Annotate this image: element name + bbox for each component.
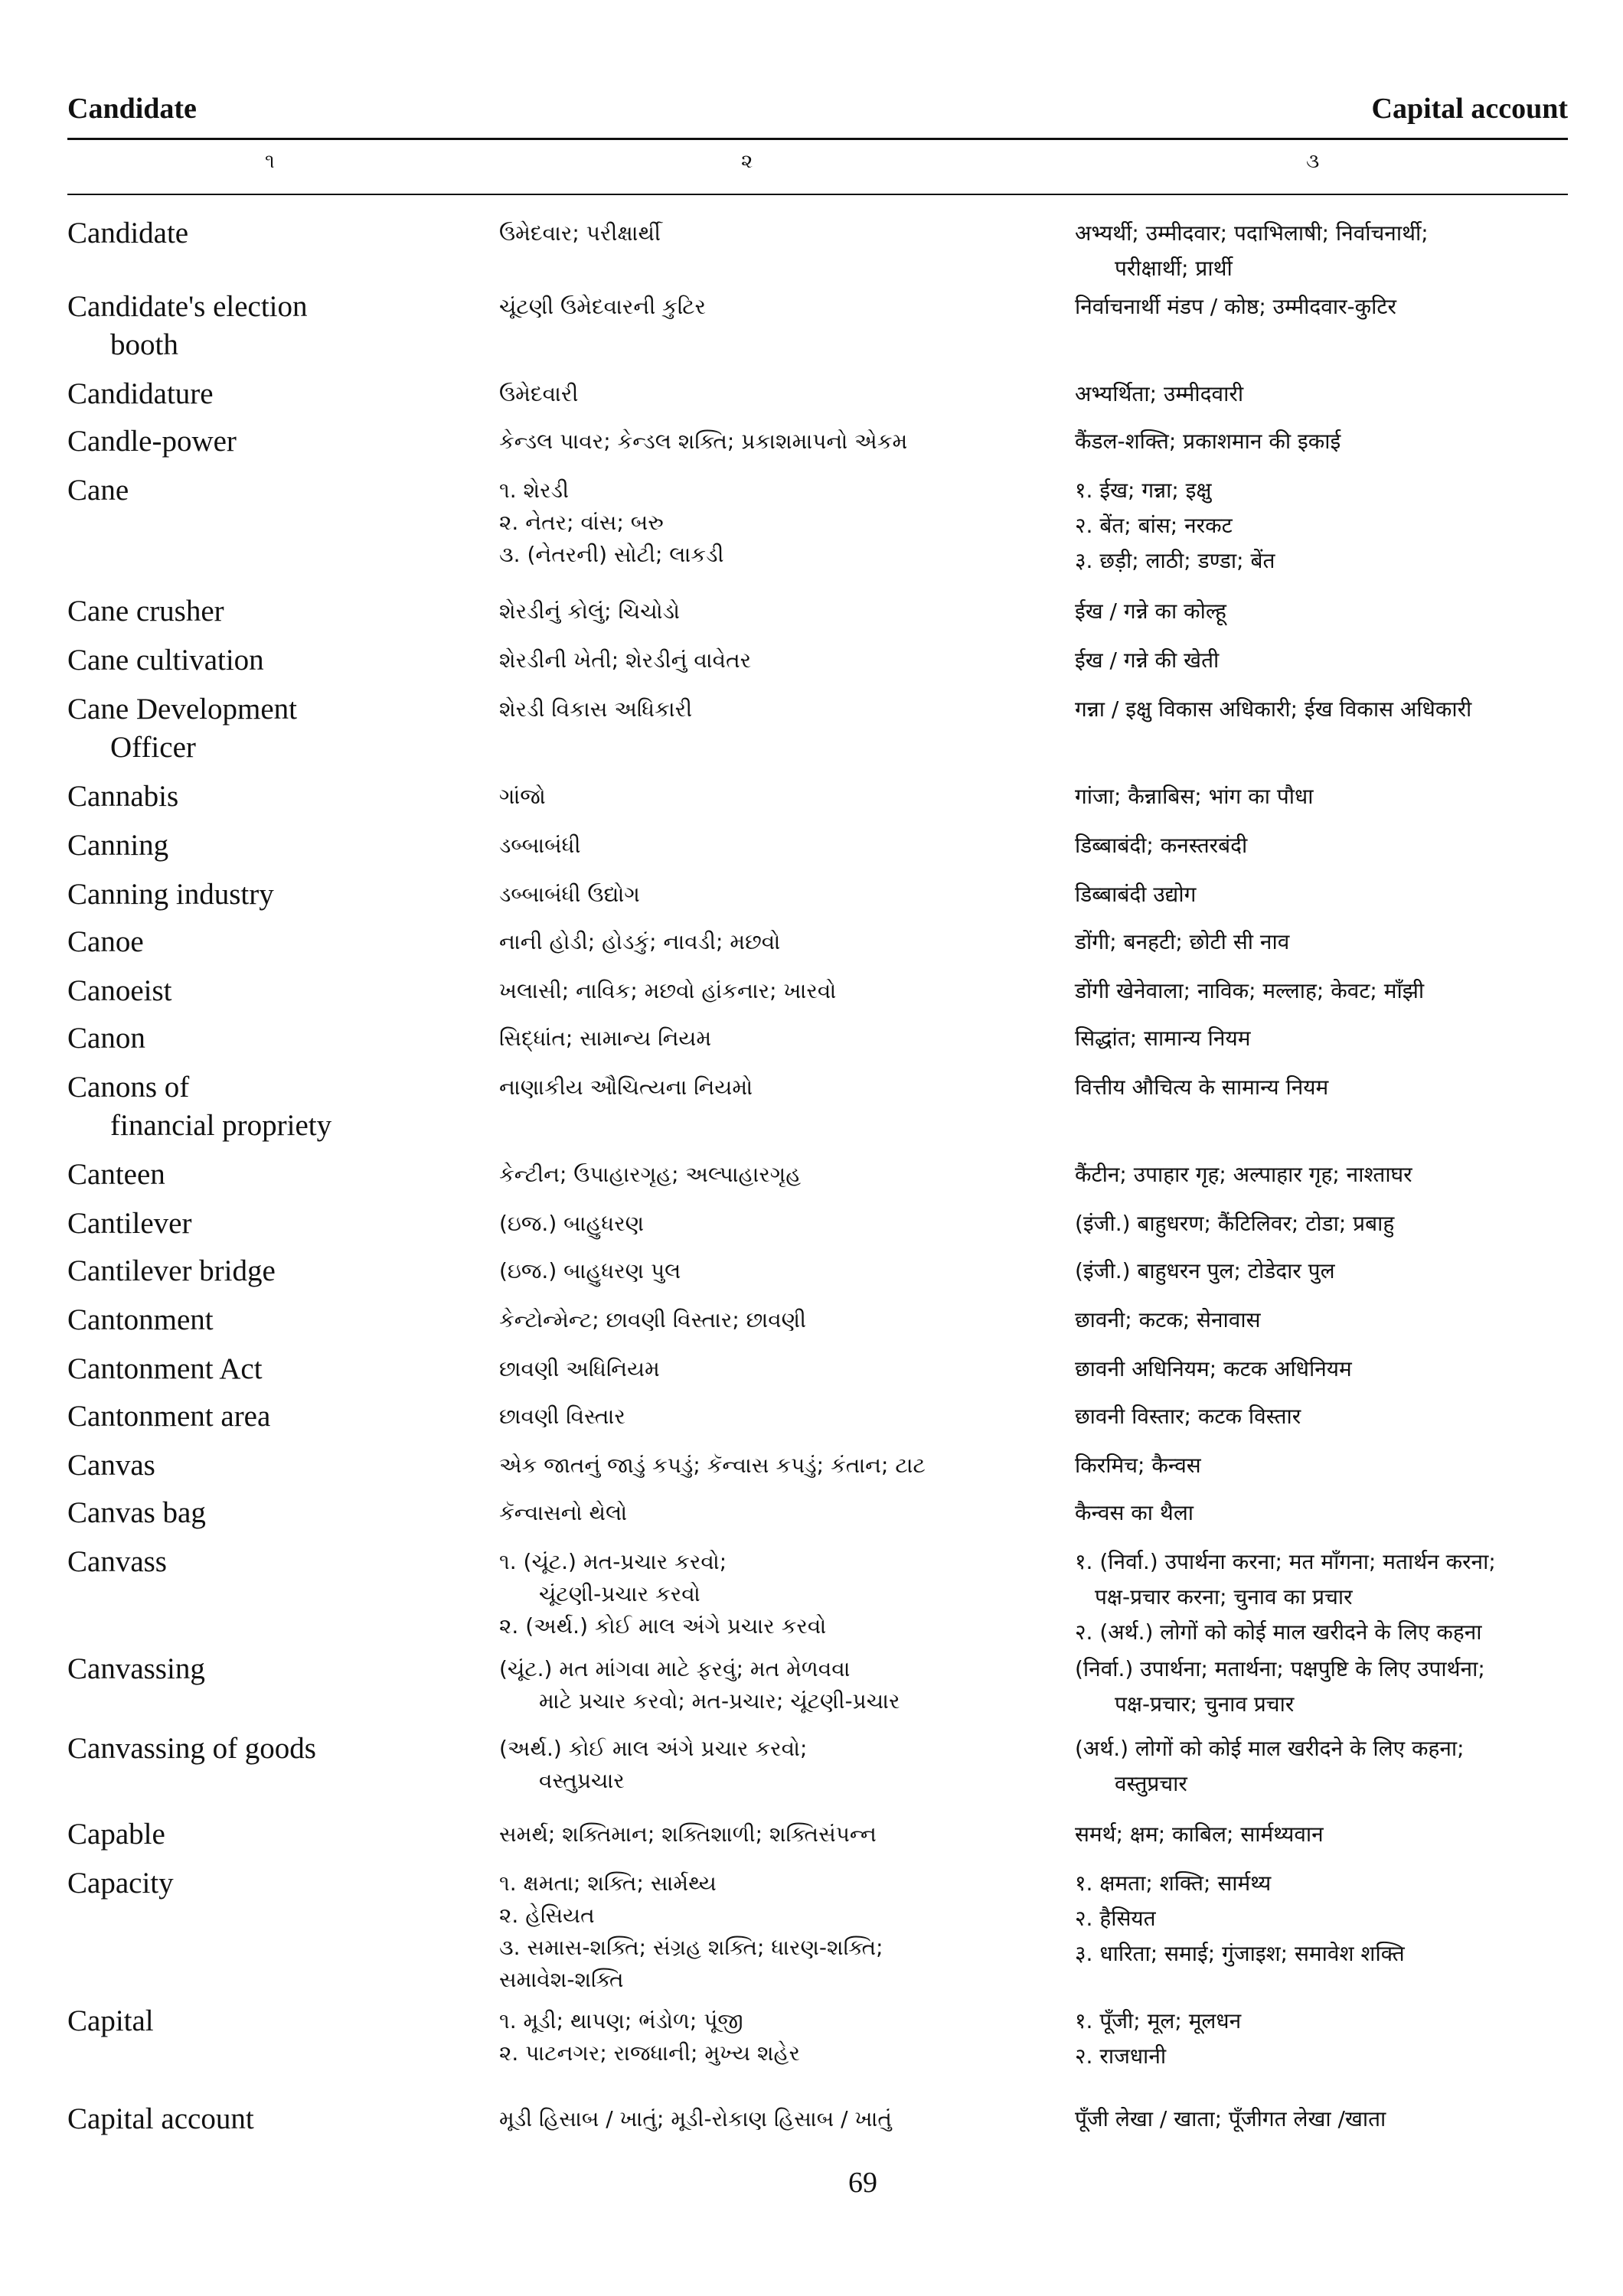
term-line: Cane crusher [67,595,224,628]
gujarati-line: મૂડી હિસાબ / ખાતું; મૂડી-રોકાણ હિસાબ / ખાતું [499,2106,892,2131]
gujarati-line: સમર્થ; શક્તિમાન; શક્તિશાળી; શક્તિસંપન્ન [499,1821,877,1847]
gujarati-line: (ઇજ.) બાહુધરણ પુલ [499,1258,681,1283]
hindi-equivalent [1075,1205,1572,1241]
gujarati-equivalent [499,471,1035,571]
hindi-line: पूँजी लेखा / खाता; पूँजीगत लेखा /खाता [1075,2106,1386,2131]
term-line: Candidate [67,217,189,249]
hindi-line: गांजा; कैन्नाबिस; भांग का पौधा [1075,784,1314,809]
term-line: Cane [67,474,129,507]
header-rule [67,138,1568,140]
hindi-equivalent [1075,1730,1572,1802]
gujarati-line: નાની હોડી; હોડકું; નાવડી; મછવો [499,929,781,954]
gujarati-line: ૧. ક્ષમતા; શક્તિ; સાર્મથ્ય [499,1870,717,1896]
gujarati-equivalent [499,641,1035,677]
gujarati-line: શેરડીની ખેતી; શેરડીનું વાવેતર [499,647,752,673]
gujarati-equivalent [499,1156,1035,1191]
term-line: Cantilever bridge [67,1254,276,1287]
english-term [67,2002,481,2040]
gujarati-line: સિદ્ધાંત; સામાન્ય નિયમ [499,1026,712,1051]
term-line: Candidate's election [67,290,308,323]
hindi-line: छावनी विस्तार; कटक विस्तार [1075,1404,1301,1429]
gujarati-line: ચૂંટણી ઉમેદવારની કુટિર [499,294,707,319]
term-line: Cane Development [67,693,297,726]
gujarati-equivalent [499,214,1035,249]
page-number: 69 [848,2167,877,2199]
hindi-line: डिब्बाबंदी उद्योग [1075,882,1197,907]
term-line: Capital [67,2004,154,2037]
gujarati-equivalent [499,1301,1035,1336]
term-line: Canoeist [67,974,172,1007]
gujarati-line: ૩. (નેતરની) સોટી; લાકડી [499,542,724,567]
hindi-line: १. (निर्वा.) उपार्थना करना; मत माँगना; मतार्थन करना; [1075,1549,1496,1574]
english-term [67,876,481,914]
hindi-line: कैंटीन; उपाहार गृह; अल्पाहार गृह; नाश्ताघर [1075,1162,1412,1187]
english-term [67,1252,481,1290]
hindi-line: परीक्षार्थी; प्रार्थी [1115,256,1233,281]
hindi-line: ईख / गन्ने का कोल्हू [1075,598,1226,624]
gujarati-line: ૧. (ચૂંટ.) મત-પ્રચાર કરવો; [499,1549,727,1574]
hindi-equivalent [1075,641,1572,678]
hindi-line: २. (अर्थ.) लोगों को कोई माल खरीदने के लिए कहना [1075,1619,1482,1645]
hindi-line: २. बेंत; बांस; नरकट [1075,513,1233,538]
gujarati-line: ઉમેદવાર; પરીક્ષાર્થી [499,220,661,246]
hindi-equivalent [1075,2002,1572,2074]
gujarati-line: ચૂંટણી-પ્રચાર કરવો [539,1581,700,1606]
english-term [67,1156,481,1194]
column-number-1: ૧ [265,150,275,173]
hindi-line: कैन्वस का थैला [1075,1500,1194,1525]
term-line: Cantonment area [67,1400,271,1433]
hindi-line: (इंजी.) बाहुधरण; कैंटिलिवर; टोडा; प्रबाहु [1075,1211,1395,1236]
gujarati-line: ૨. પાટનગર; રાજધાની; મુખ્ય શહેર [499,2040,800,2066]
gujarati-line: ખલાસી; નાવિક; મછવો હાંકનાર; ખારવો [499,978,837,1003]
term-line: Canon [67,1022,145,1055]
english-term [67,1543,481,1581]
english-term [67,592,481,631]
english-term [67,1350,481,1388]
hindi-equivalent [1075,1301,1572,1338]
hindi-line: पक्ष-प्रचार करना; चुनाव का प्रचार [1095,1584,1353,1609]
header-first-word: Candidate [67,93,197,125]
term-line: Canning industry [67,878,274,911]
english-term [67,1068,481,1145]
hindi-equivalent [1075,1350,1572,1387]
gujarati-line: ગાંજો [499,784,546,809]
hindi-equivalent [1075,1068,1572,1105]
gujarati-line: (અર્થ.) કોઈ માલ અંગે પ્રચાર કરવો; [499,1736,808,1761]
term-line: financial propriety [110,1109,332,1142]
term-line: Cantilever [67,1207,192,1240]
gujarati-equivalent [499,592,1035,628]
gujarati-line: ૧. મૂડી; થાપણ; ભંડોળ; પૂંજી [499,2008,743,2033]
hindi-equivalent [1075,1252,1572,1289]
term-line: Candle-power [67,425,237,458]
english-term [67,972,481,1010]
term-line: Cantonment Act [67,1352,263,1385]
term-line: Candidature [67,377,214,410]
gujarati-equivalent [499,422,1035,458]
english-term [67,641,481,680]
english-term [67,375,481,413]
hindi-line: छावनी; कटक; सेनावास [1075,1307,1261,1332]
hindi-line: ३. धारिता; समाई; गुंजाइश; समावेश शक्ति [1075,1941,1405,1966]
hindi-line: १. ईख; गन्ना; इक्षु [1075,478,1212,503]
english-term [67,1730,481,1768]
hindi-equivalent [1075,827,1572,863]
hindi-equivalent [1075,1650,1572,1722]
english-term [67,1815,481,1854]
term-line: Canteen [67,1158,165,1191]
hindi-line: (निर्वा.) उपार्थना; मतार्थना; पक्षपुष्टि के लिए उपार्थना; [1075,1656,1485,1681]
column-number-2: ૨ [741,150,753,173]
hindi-line: समर्थ; क्षम; काबिल; सार्मथ्यवान [1075,1821,1324,1847]
english-term [67,1205,481,1243]
gujarati-equivalent [499,1864,1035,1996]
english-term [67,827,481,865]
english-term [67,2100,481,2138]
dictionary-page [67,0,1568,2296]
gujarati-line: એક જાતનું જાડું કપડું; કૅન્વાસ કપડું; કંતાન; ટાટ [499,1453,926,1478]
hindi-line: पक्ष-प्रचार; चुनाव प्रचार [1115,1691,1295,1717]
column-rule [67,194,1568,195]
hindi-line: १. पूँजी; मूल; मूलधन [1075,2008,1242,2033]
gujarati-line: (ચૂંટ.) મત માંગવા માટે ફરવું; મત મેળવવા [499,1656,851,1681]
hindi-line: निर्वाचनार्थी मंडप / कोष्ठ; उम्मीदवार-कुटिर [1075,294,1396,319]
gujarati-equivalent [499,1205,1035,1240]
hindi-equivalent [1075,2100,1572,2137]
term-line: Canvassing [67,1652,205,1685]
hindi-line: अभ्यर्थिता; उम्मीदवारी [1075,381,1244,406]
english-term [67,471,481,510]
gujarati-equivalent [499,1019,1035,1055]
gujarati-line: માટે પ્રચાર કરવો; મત-પ્રચાર; ચૂંટણી-પ્રચાર [539,1688,900,1714]
gujarati-equivalent [499,690,1035,726]
gujarati-line: ૩. સમાસ-શક્તિ; સંગ્રહ શક્તિ; ધારણ-શક્તિ; [499,1935,883,1960]
gujarati-equivalent [499,1350,1035,1385]
gujarati-line: ૨. નેતર; વાંસ; બરુ [499,510,664,535]
hindi-line: वस्तुप्रचार [1115,1771,1187,1796]
hindi-equivalent [1075,1019,1572,1056]
english-term [67,1397,481,1436]
hindi-equivalent [1075,375,1572,412]
hindi-line: अभ्यर्थी; उम्मीदवार; पदाभिलाषी; निर्वाचनार्थी; [1075,220,1429,246]
gujarati-equivalent [499,1397,1035,1433]
gujarati-line: છાવણી વિસ્તાર [499,1404,625,1429]
term-line: Canvas bag [67,1496,206,1529]
gujarati-equivalent [499,2100,1035,2135]
english-term [67,1650,481,1688]
hindi-equivalent [1075,1397,1572,1434]
term-line: Canvass [67,1545,167,1578]
term-line: booth [110,328,178,361]
gujarati-line: સમાવેશ-શક્તિ [499,1967,624,1992]
gujarati-line: ડબ્બાબંધી ઉદ્યોગ [499,882,640,907]
gujarati-line: શેરડી વિકાસ અધિકારી [499,696,693,722]
hindi-line: १. क्षमता; शक्ति; सार्मथ्य [1075,1870,1272,1896]
term-line: Capital account [67,2102,254,2135]
hindi-equivalent [1075,1494,1572,1531]
english-term [67,778,481,816]
gujarati-equivalent [499,1494,1035,1529]
term-line: Canons of [67,1071,190,1104]
english-term [67,1494,481,1532]
gujarati-line: કૅન્વાસનો થેલો [499,1500,628,1525]
gujarati-equivalent [499,876,1035,911]
english-term [67,288,481,364]
gujarati-line: વસ્તુપ્રચાર [539,1768,625,1793]
column-number-3: ૩ [1306,150,1320,173]
hindi-equivalent [1075,1543,1572,1650]
gujarati-equivalent [499,972,1035,1007]
hindi-line: २. राजधानी [1075,2043,1167,2069]
hindi-equivalent [1075,422,1572,459]
gujarati-line: કેન્ટોન્મેન્ટ; છાવણી વિસ્તાર; છાવણી [499,1307,807,1332]
hindi-equivalent [1075,1156,1572,1192]
term-line: Capacity [67,1867,174,1900]
gujarati-line: ડબ્બાબંધી [499,833,581,858]
gujarati-equivalent [499,923,1035,958]
gujarati-line: નાણાકીય ઔચિત્યના નિયમો [499,1075,753,1100]
hindi-line: किरमिच; कैन्वस [1075,1453,1201,1478]
gujarati-line: કેન્ડલ પાવર; કેન્ડલ શક્તિ; પ્રકાશમાપનો એકમ [499,429,908,454]
term-line: Capable [67,1818,165,1851]
gujarati-line: કેન્ટીન; ઉપાહારગૃહ; અલ્પાહારગૃહ [499,1162,802,1187]
english-term [67,923,481,961]
hindi-line: छावनी अधिनियम; कटक अधिनियम [1075,1356,1352,1381]
column-numbers [67,147,1568,185]
hindi-line: सिद्धांत; सामान्य नियम [1075,1026,1251,1051]
term-line: Canvassing of goods [67,1732,316,1765]
hindi-line: डिब्बाबंदी; कनस्तरबंदी [1075,833,1248,858]
english-term [67,1019,481,1058]
hindi-line: (अर्थ.) लोगों को कोई माल खरीदने के लिए कहना; [1075,1736,1465,1761]
term-line: Cantonment [67,1303,214,1336]
gujarati-equivalent [499,1543,1035,1642]
gujarati-line: ૧. શેરડી [499,478,569,503]
term-line: Cane cultivation [67,644,264,677]
gujarati-equivalent [499,1446,1035,1482]
hindi-equivalent [1075,876,1572,912]
hindi-equivalent [1075,214,1572,286]
hindi-line: डोंगी खेनेवाला; नाविक; मल्लाह; केवट; माँझी [1075,978,1425,1003]
hindi-line: २. हैसियत [1075,1906,1156,1931]
term-line: Canvas [67,1449,155,1482]
hindi-equivalent [1075,1864,1572,1971]
english-term [67,422,481,461]
gujarati-line: શેરડીનું કોલું; ચિચોડો [499,598,680,624]
gujarati-equivalent [499,1252,1035,1287]
gujarati-line: ૨. (અર્થ.) કોઈ માલ અંગે પ્રચાર કરવો [499,1613,827,1639]
hindi-equivalent [1075,592,1572,629]
gujarati-equivalent [499,2002,1035,2069]
gujarati-equivalent [499,1650,1035,1717]
hindi-equivalent [1075,778,1572,814]
hindi-equivalent [1075,1446,1572,1483]
term-line: Canning [67,829,169,862]
term-line: Cannabis [67,780,179,813]
gujarati-line: ઉમેદવારી [499,381,579,406]
gujarati-line: (ઇજ.) બાહુધરણ [499,1211,645,1236]
gujarati-line: છાવણી અધિનિયમ [499,1356,660,1381]
english-term [67,690,481,767]
term-line: Officer [110,731,196,764]
english-term [67,1864,481,1903]
gujarati-equivalent [499,288,1035,323]
hindi-line: गन्ना / इक्षु विकास अधिकारी; ईख विकास अधिकारी [1075,696,1472,722]
hindi-line: ईख / गन्ने की खेती [1075,647,1220,673]
english-term [67,1301,481,1339]
gujarati-equivalent [499,1730,1035,1797]
gujarati-equivalent [499,375,1035,410]
hindi-equivalent [1075,972,1572,1009]
hindi-line: कैंडल-शक्ति; प्रकाशमान की इकाई [1075,429,1341,454]
gujarati-equivalent [499,1068,1035,1104]
hindi-line: ३. छड़ी; लाठी; डण्डा; बेंत [1075,548,1275,573]
english-term [67,1446,481,1485]
hindi-equivalent [1075,923,1572,960]
hindi-line: डोंगी; बनहटी; छोटी सी नाव [1075,929,1290,954]
header-last-word: Capital account [1371,93,1568,125]
hindi-equivalent [1075,288,1572,325]
gujarati-equivalent [499,778,1035,813]
hindi-line: वित्तीय औचित्य के सामान्य नियम [1075,1075,1329,1100]
running-header [67,86,1568,132]
english-term [67,214,481,253]
hindi-equivalent [1075,471,1572,579]
term-line: Canoe [67,925,144,958]
hindi-line: (इंजी.) बाहुधरन पुल; टोडेदार पुल [1075,1258,1335,1283]
hindi-equivalent [1075,1815,1572,1852]
gujarati-equivalent [499,827,1035,862]
hindi-equivalent [1075,690,1572,727]
gujarati-line: ૨. હેસિયત [499,1903,595,1928]
gujarati-equivalent [499,1815,1035,1851]
